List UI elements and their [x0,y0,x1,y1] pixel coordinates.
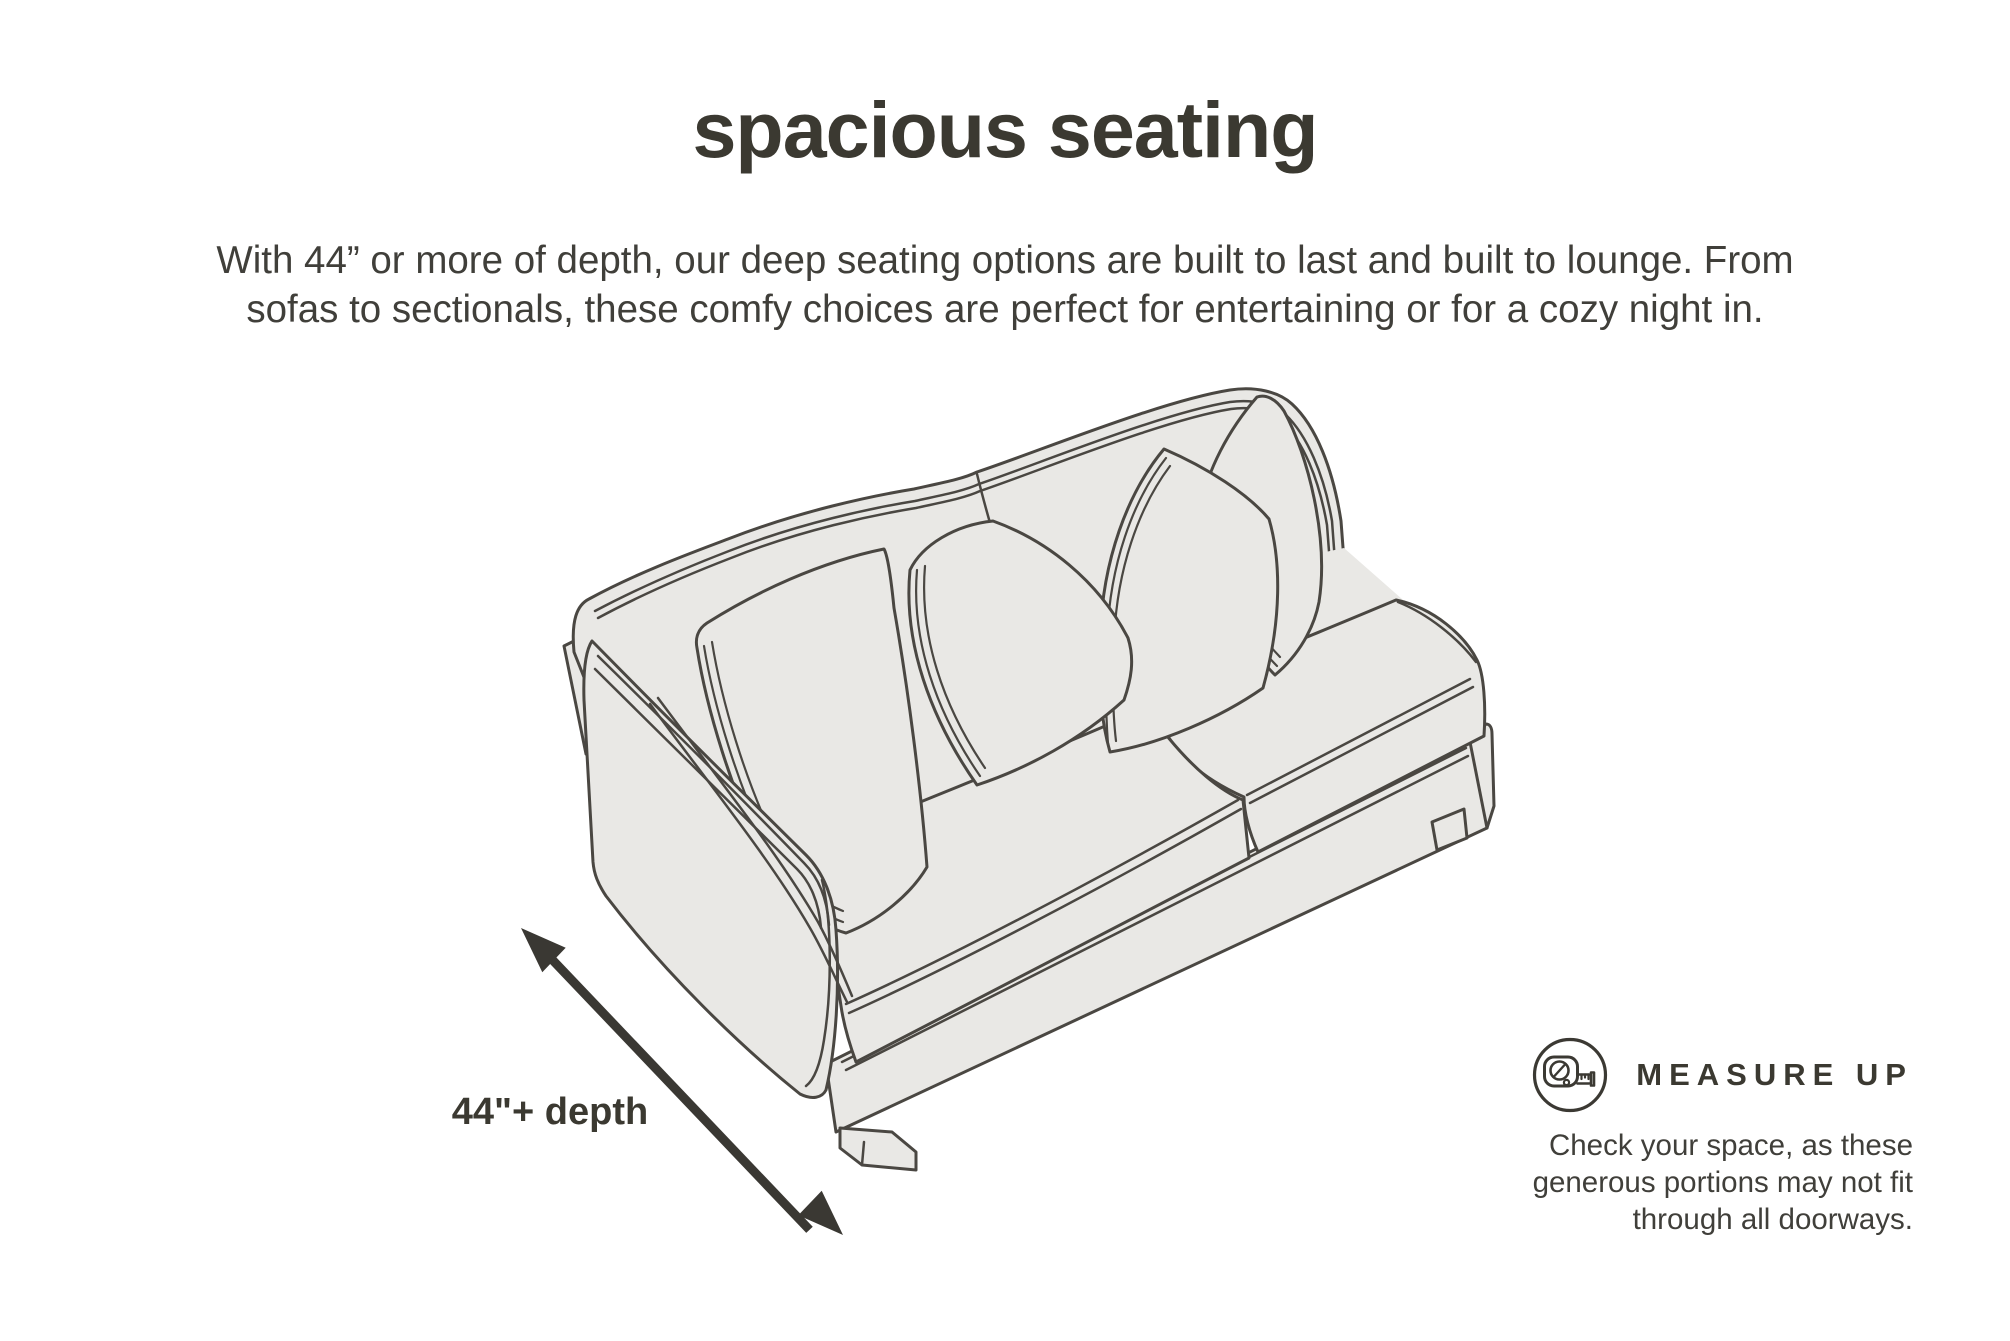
measure-up-header [1531,1036,1913,1114]
measure-up-section [1413,1036,1913,1238]
measure-up-note-line-1: Check your space, as these [1548,1129,1913,1162]
intro-line-2: sofas to sectionals, these comfy choices are perfect for entertaining or for a cozy night in. [246,288,1764,331]
sofa-front-foot [840,1128,916,1170]
intro-line-1: With 44” or more of depth, our deep seating options are built to last and built to lounge. From [216,239,1794,282]
measure-up-heading: MEASURE UP [1636,1057,1913,1092]
measure-up-note [1533,1127,1913,1238]
measure-up-note-line-2: generous portions may not fit [1532,1166,1913,1199]
tape-measure-icon [1531,1036,1609,1114]
depth-dimension-label: 44"+ depth [451,1091,649,1133]
page-title: spacious seating [692,85,1318,174]
measure-up-note-line-3: through all doorways. [1632,1203,1913,1236]
